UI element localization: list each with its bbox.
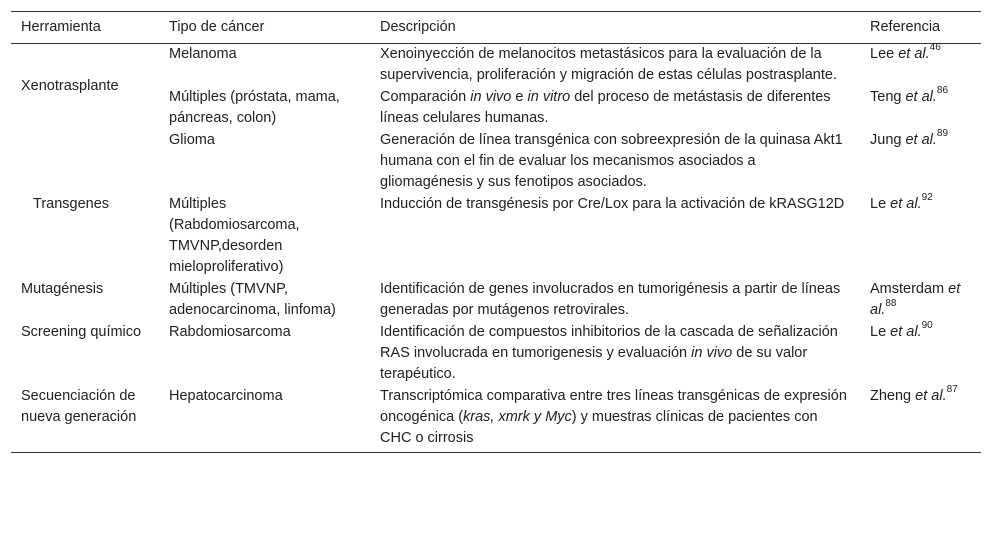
description-italic: kras, xmrk y Myc — [463, 409, 572, 425]
reference-author: Amsterdam — [870, 281, 949, 297]
reference-etal: et al. — [915, 388, 947, 404]
reference-author: Teng — [870, 89, 906, 105]
header-descripcion: Descripción — [370, 12, 860, 44]
table-row — [11, 130, 981, 194]
reference-author: Lee — [870, 46, 899, 62]
description-italic: in vitro — [527, 89, 571, 105]
reference-author: Le — [870, 196, 891, 212]
table-row — [11, 322, 981, 386]
reference-cell — [860, 130, 981, 194]
reference-author: Jung — [870, 132, 906, 148]
header-row — [11, 12, 981, 44]
description-cell — [370, 386, 860, 453]
header-herramienta: Herramienta — [11, 12, 159, 44]
reference-cell — [860, 322, 981, 386]
tool-cell: Secuenciación de nueva generación — [11, 386, 159, 453]
cancer-cell: Múltiples (Rabdomiosarcoma, TMVNP,desorden mieloproliferativo) — [169, 196, 300, 275]
tool-cell: Transgenes — [33, 195, 110, 212]
description-text: del proceso de metástasis de diferentes líneas celulares humanas. — [380, 89, 831, 126]
description-cell — [370, 87, 860, 130]
table-header — [11, 12, 981, 44]
tool-cell: Screening químico — [21, 324, 142, 340]
cancer-cell: Múltiples (TMVNP, adenocarcinoma, linfoma) — [169, 281, 336, 318]
reference-number: 46 — [929, 42, 941, 54]
description-cell — [370, 130, 860, 194]
reference-author: Le — [870, 324, 891, 340]
reference-number: 87 — [946, 384, 958, 396]
table-row — [11, 386, 981, 453]
reference-etal: et al. — [898, 46, 930, 62]
description-text: e — [511, 89, 528, 105]
reference-etal: et al. — [890, 324, 922, 340]
reference-number: 92 — [921, 192, 933, 204]
description-cell — [370, 44, 860, 88]
reference-author: Zheng — [870, 388, 916, 404]
description-text: Identificación de genes involucrados en tumorigénesis a partir de líneas generadas por mutágenos retrovirales. — [380, 281, 841, 318]
cancer-cell: Melanoma — [169, 46, 237, 62]
reference-cell — [860, 279, 981, 322]
table-row — [11, 44, 981, 88]
description-text: de su valor terapéutico. — [380, 345, 808, 382]
reference-number: 89 — [936, 128, 949, 140]
reference-etal: et al. — [890, 196, 922, 212]
description-text: ) y muestras clínicas de pacientes con CHC o cirrosis — [380, 409, 818, 446]
cancer-cell: Glioma — [169, 132, 215, 148]
description-italic: in vivo — [691, 345, 733, 361]
cancer-cell: Hepatocarcinoma — [159, 386, 370, 453]
reference-number: 90 — [921, 320, 933, 332]
reference-cell — [860, 194, 981, 279]
cancer-cell: Rabdomiosarcoma — [169, 324, 291, 340]
reference-number: 88 — [885, 298, 897, 310]
description-text: Generación de línea transgénica con sobreexpresión de la quinasa Akt1 humana con el fin de evaluar los mecanismos asociados a gliomagénesis y sus fenotipos asociados. — [380, 132, 843, 190]
table-body — [11, 44, 981, 453]
data-table — [11, 11, 981, 453]
description-text: Xenoinyección de melanocitos metastásicos para la evaluación de la supervivencia, proliferación y migración de estas células postrasplante. — [380, 46, 837, 83]
reference-etal: et al. — [905, 89, 937, 105]
reference-number: 86 — [936, 85, 949, 97]
header-referencia: Referencia — [860, 12, 981, 44]
tool-cell: Xenotrasplante — [21, 78, 119, 94]
table-row — [11, 279, 981, 322]
reference-etal: et al. — [870, 281, 961, 318]
description-cell — [370, 194, 860, 279]
reference-etal: et al. — [905, 132, 937, 148]
description-text: Inducción de transgénesis por Cre/Lox para la activación de kRASG12D — [380, 196, 845, 212]
header-tipo-cancer: Tipo de cáncer — [159, 12, 370, 44]
description-cell — [370, 279, 860, 322]
reference-cell — [860, 386, 981, 453]
description-text: Comparación — [380, 89, 471, 105]
tool-cell: Mutagénesis — [21, 281, 104, 297]
description-text: Identificación de compuestos inhibitorios de la cascada de señalización RAS involucrada en tumorigenesis y evaluación — [380, 324, 838, 361]
description-italic: in vivo — [470, 89, 512, 105]
cancer-cell: Múltiples (próstata, mama, páncreas, colon) — [169, 89, 340, 126]
reference-cell — [860, 87, 981, 130]
reference-cell — [860, 44, 981, 88]
description-cell — [370, 322, 860, 386]
description-text: Transcriptómica comparativa entre tres líneas transgénicas de expresión oncogénica ( — [380, 388, 847, 425]
